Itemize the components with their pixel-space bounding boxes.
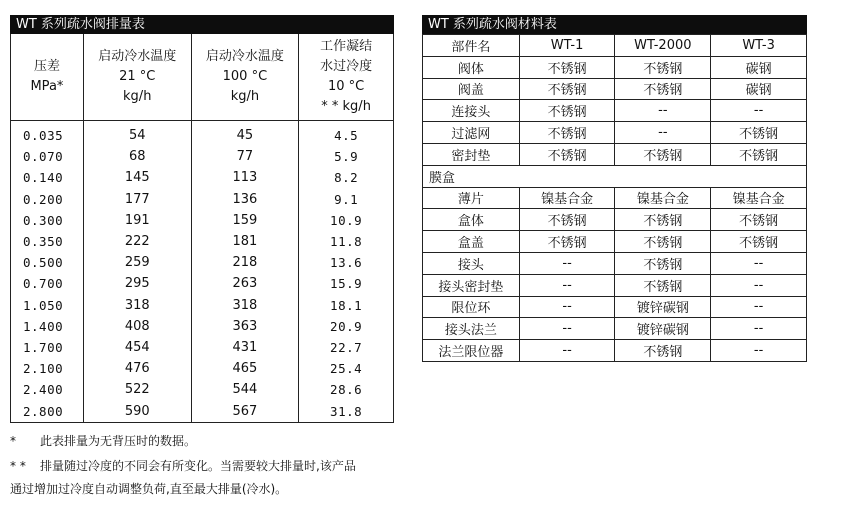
- pressure-cell: 0.140: [11, 167, 84, 188]
- material-cell: 不锈钢: [519, 100, 615, 122]
- pressure-cell: 2.800: [11, 400, 84, 422]
- header-wt-3: WT-3: [711, 35, 807, 57]
- header-line: 21 °C: [119, 69, 156, 84]
- table-row: [423, 231, 807, 253]
- condensate-cell: 20.9: [299, 316, 394, 337]
- material-cell: --: [519, 274, 615, 296]
- footnote-text: 此表排量为无背压时的数据。: [40, 434, 197, 448]
- condensate-cell: 9.1: [299, 189, 394, 210]
- condensate-cell: 10.9: [299, 210, 394, 231]
- material-cell: 不锈钢: [519, 231, 615, 253]
- table-row: [11, 316, 394, 337]
- header-wt-2000: WT-2000: [615, 35, 711, 57]
- part-name-cell: 过滤网: [423, 122, 520, 144]
- table-row: [11, 358, 394, 379]
- cold-21-cell: 222: [83, 231, 191, 252]
- cold-100-cell: 465: [191, 358, 299, 379]
- header-line: 启动冷水温度: [205, 49, 284, 64]
- cold-100-cell: 136: [191, 189, 299, 210]
- material-cell: 不锈钢: [615, 231, 711, 253]
- part-name-cell: 盒体: [423, 209, 520, 231]
- header-line: 水过冷度: [320, 59, 373, 74]
- table-row: [11, 146, 394, 167]
- condensate-cell: 5.9: [299, 146, 394, 167]
- table-row: [423, 296, 807, 318]
- header-line: 工作凝结: [320, 39, 373, 54]
- table-row: [11, 273, 394, 294]
- condensate-cell: 15.9: [299, 273, 394, 294]
- discharge-table: [10, 34, 394, 423]
- header-line: 启动冷水温度: [98, 49, 177, 64]
- part-name-cell: 接头密封垫: [423, 274, 520, 296]
- material-cell: --: [519, 252, 615, 274]
- pressure-cell: 0.700: [11, 273, 84, 294]
- material-cell: 不锈钢: [519, 209, 615, 231]
- footnote-text: 排量随过冷度的不同会有所变化。当需要较大排量时,该产品: [40, 459, 356, 473]
- table-row: [423, 209, 807, 231]
- condensate-cell: 22.7: [299, 337, 394, 358]
- cold-100-cell: 544: [191, 379, 299, 400]
- cold-21-cell: 145: [83, 167, 191, 188]
- material-cell: 不锈钢: [615, 209, 711, 231]
- material-cell: 镍基合金: [615, 187, 711, 209]
- pressure-cell: 2.100: [11, 358, 84, 379]
- discharge-table-title: WT 系列疏水阀排量表: [10, 15, 394, 34]
- section-label: 膜盒: [423, 165, 807, 187]
- pressure-cell: 0.200: [11, 189, 84, 210]
- cold-21-cell: 295: [83, 273, 191, 294]
- header-line: 100 °C: [222, 69, 268, 84]
- cold-21-cell: 522: [83, 379, 191, 400]
- cold-21-cell: 259: [83, 252, 191, 273]
- cold-100-cell: 431: [191, 337, 299, 358]
- table-row: [423, 318, 807, 340]
- material-cell: 镀锌碳钢: [615, 296, 711, 318]
- pressure-cell: 1.050: [11, 295, 84, 316]
- cold-21-cell: 318: [83, 295, 191, 316]
- header-part-name: 部件名: [423, 35, 520, 57]
- material-header-row: [423, 35, 807, 57]
- condensate-cell: 18.1: [299, 295, 394, 316]
- material-cell: 不锈钢: [711, 143, 807, 165]
- part-name-cell: 限位环: [423, 296, 520, 318]
- pressure-cell: 0.070: [11, 146, 84, 167]
- header-line: 压差: [33, 59, 60, 74]
- table-row: [11, 400, 394, 422]
- table-row: [423, 187, 807, 209]
- cold-100-cell: 77: [191, 146, 299, 167]
- part-name-cell: 接头法兰: [423, 318, 520, 340]
- material-cell: --: [519, 296, 615, 318]
- header-condensate: [299, 34, 394, 121]
- header-cold-start-21: [83, 34, 191, 121]
- cold-100-cell: 113: [191, 167, 299, 188]
- cold-100-cell: 318: [191, 295, 299, 316]
- part-name-cell: 阀盖: [423, 78, 520, 100]
- cold-100-cell: 159: [191, 210, 299, 231]
- cold-21-cell: 476: [83, 358, 191, 379]
- header-line: * * kg/h: [321, 99, 371, 114]
- material-cell: 不锈钢: [615, 143, 711, 165]
- material-cell: --: [711, 318, 807, 340]
- condensate-cell: 11.8: [299, 231, 394, 252]
- condensate-cell: 8.2: [299, 167, 394, 188]
- footnote-1: [10, 432, 196, 450]
- table-row: [423, 56, 807, 78]
- table-row: [423, 143, 807, 165]
- material-cell: --: [711, 252, 807, 274]
- table-row: [11, 210, 394, 231]
- cold-100-cell: 567: [191, 400, 299, 422]
- cold-100-cell: 45: [191, 121, 299, 147]
- table-row: [11, 189, 394, 210]
- footnote-2-continued: 通过增加过冷度自动调整负荷,直至最大排量(冷水)。: [10, 482, 288, 496]
- condensate-cell: 4.5: [299, 121, 394, 147]
- pressure-cell: 1.400: [11, 316, 84, 337]
- table-row: [423, 122, 807, 144]
- condensate-cell: 28.6: [299, 379, 394, 400]
- table-row: [11, 337, 394, 358]
- pressure-cell: 0.300: [11, 210, 84, 231]
- cold-100-cell: 363: [191, 316, 299, 337]
- cold-21-cell: 54: [83, 121, 191, 147]
- material-table-title: WT 系列疏水阀材料表: [422, 15, 807, 34]
- material-cell: 不锈钢: [615, 340, 711, 362]
- material-cell: --: [519, 340, 615, 362]
- part-name-cell: 阀体: [423, 56, 520, 78]
- material-table: [422, 34, 807, 362]
- header-pressure: [11, 34, 84, 121]
- header-line: 10 °C: [327, 79, 365, 94]
- cold-21-cell: 177: [83, 189, 191, 210]
- footnote-2: [10, 457, 356, 475]
- header-line: kg/h: [230, 89, 260, 104]
- table-row: [423, 274, 807, 296]
- header-line: MPa*: [30, 79, 64, 94]
- table-row: [423, 78, 807, 100]
- material-cell: --: [711, 274, 807, 296]
- material-cell: 镍基合金: [519, 187, 615, 209]
- table-row: [11, 379, 394, 400]
- material-cell: --: [615, 100, 711, 122]
- header-cold-start-100: [191, 34, 299, 121]
- material-cell: 不锈钢: [615, 56, 711, 78]
- cold-21-cell: 68: [83, 146, 191, 167]
- table-row: [11, 231, 394, 252]
- material-cell: --: [711, 340, 807, 362]
- material-cell: 不锈钢: [519, 56, 615, 78]
- material-cell: --: [519, 318, 615, 340]
- pressure-cell: 0.035: [11, 121, 84, 147]
- table-row: [423, 252, 807, 274]
- header-wt-1: WT-1: [519, 35, 615, 57]
- cold-21-cell: 590: [83, 400, 191, 422]
- cold-21-cell: 454: [83, 337, 191, 358]
- part-name-cell: 盒盖: [423, 231, 520, 253]
- part-name-cell: 法兰限位器: [423, 340, 520, 362]
- section-row: [423, 165, 807, 187]
- cold-21-cell: 191: [83, 210, 191, 231]
- condensate-cell: 25.4: [299, 358, 394, 379]
- material-cell: 不锈钢: [519, 78, 615, 100]
- pressure-cell: 0.500: [11, 252, 84, 273]
- part-name-cell: 密封垫: [423, 143, 520, 165]
- pressure-cell: 1.700: [11, 337, 84, 358]
- cold-100-cell: 181: [191, 231, 299, 252]
- footnote-marker: * *: [10, 459, 26, 473]
- table-row: [11, 121, 394, 147]
- discharge-header-row: [11, 34, 394, 121]
- table-row: [11, 295, 394, 316]
- material-cell: 镍基合金: [711, 187, 807, 209]
- part-name-cell: 薄片: [423, 187, 520, 209]
- cold-100-cell: 218: [191, 252, 299, 273]
- footnote-marker: *: [10, 434, 16, 448]
- material-cell: --: [615, 122, 711, 144]
- pressure-cell: 0.350: [11, 231, 84, 252]
- part-name-cell: 接头: [423, 252, 520, 274]
- part-name-cell: 连接头: [423, 100, 520, 122]
- material-cell: 碳钢: [711, 56, 807, 78]
- material-cell: 不锈钢: [615, 78, 711, 100]
- material-cell: 镀锌碳钢: [615, 318, 711, 340]
- material-cell: 不锈钢: [615, 274, 711, 296]
- table-row: [423, 340, 807, 362]
- table-row: [11, 252, 394, 273]
- header-line: kg/h: [123, 89, 152, 104]
- material-cell: 不锈钢: [711, 231, 807, 253]
- material-cell: 不锈钢: [711, 122, 807, 144]
- material-cell: --: [711, 296, 807, 318]
- condensate-cell: 13.6: [299, 252, 394, 273]
- material-cell: --: [711, 100, 807, 122]
- material-cell: 碳钢: [711, 78, 807, 100]
- material-cell: 不锈钢: [711, 209, 807, 231]
- cold-100-cell: 263: [191, 273, 299, 294]
- table-row: [423, 100, 807, 122]
- table-row: [11, 167, 394, 188]
- condensate-cell: 31.8: [299, 400, 394, 422]
- material-cell: 不锈钢: [615, 252, 711, 274]
- cold-21-cell: 408: [83, 316, 191, 337]
- pressure-cell: 2.400: [11, 379, 84, 400]
- material-cell: 不锈钢: [519, 143, 615, 165]
- material-cell: 不锈钢: [519, 122, 615, 144]
